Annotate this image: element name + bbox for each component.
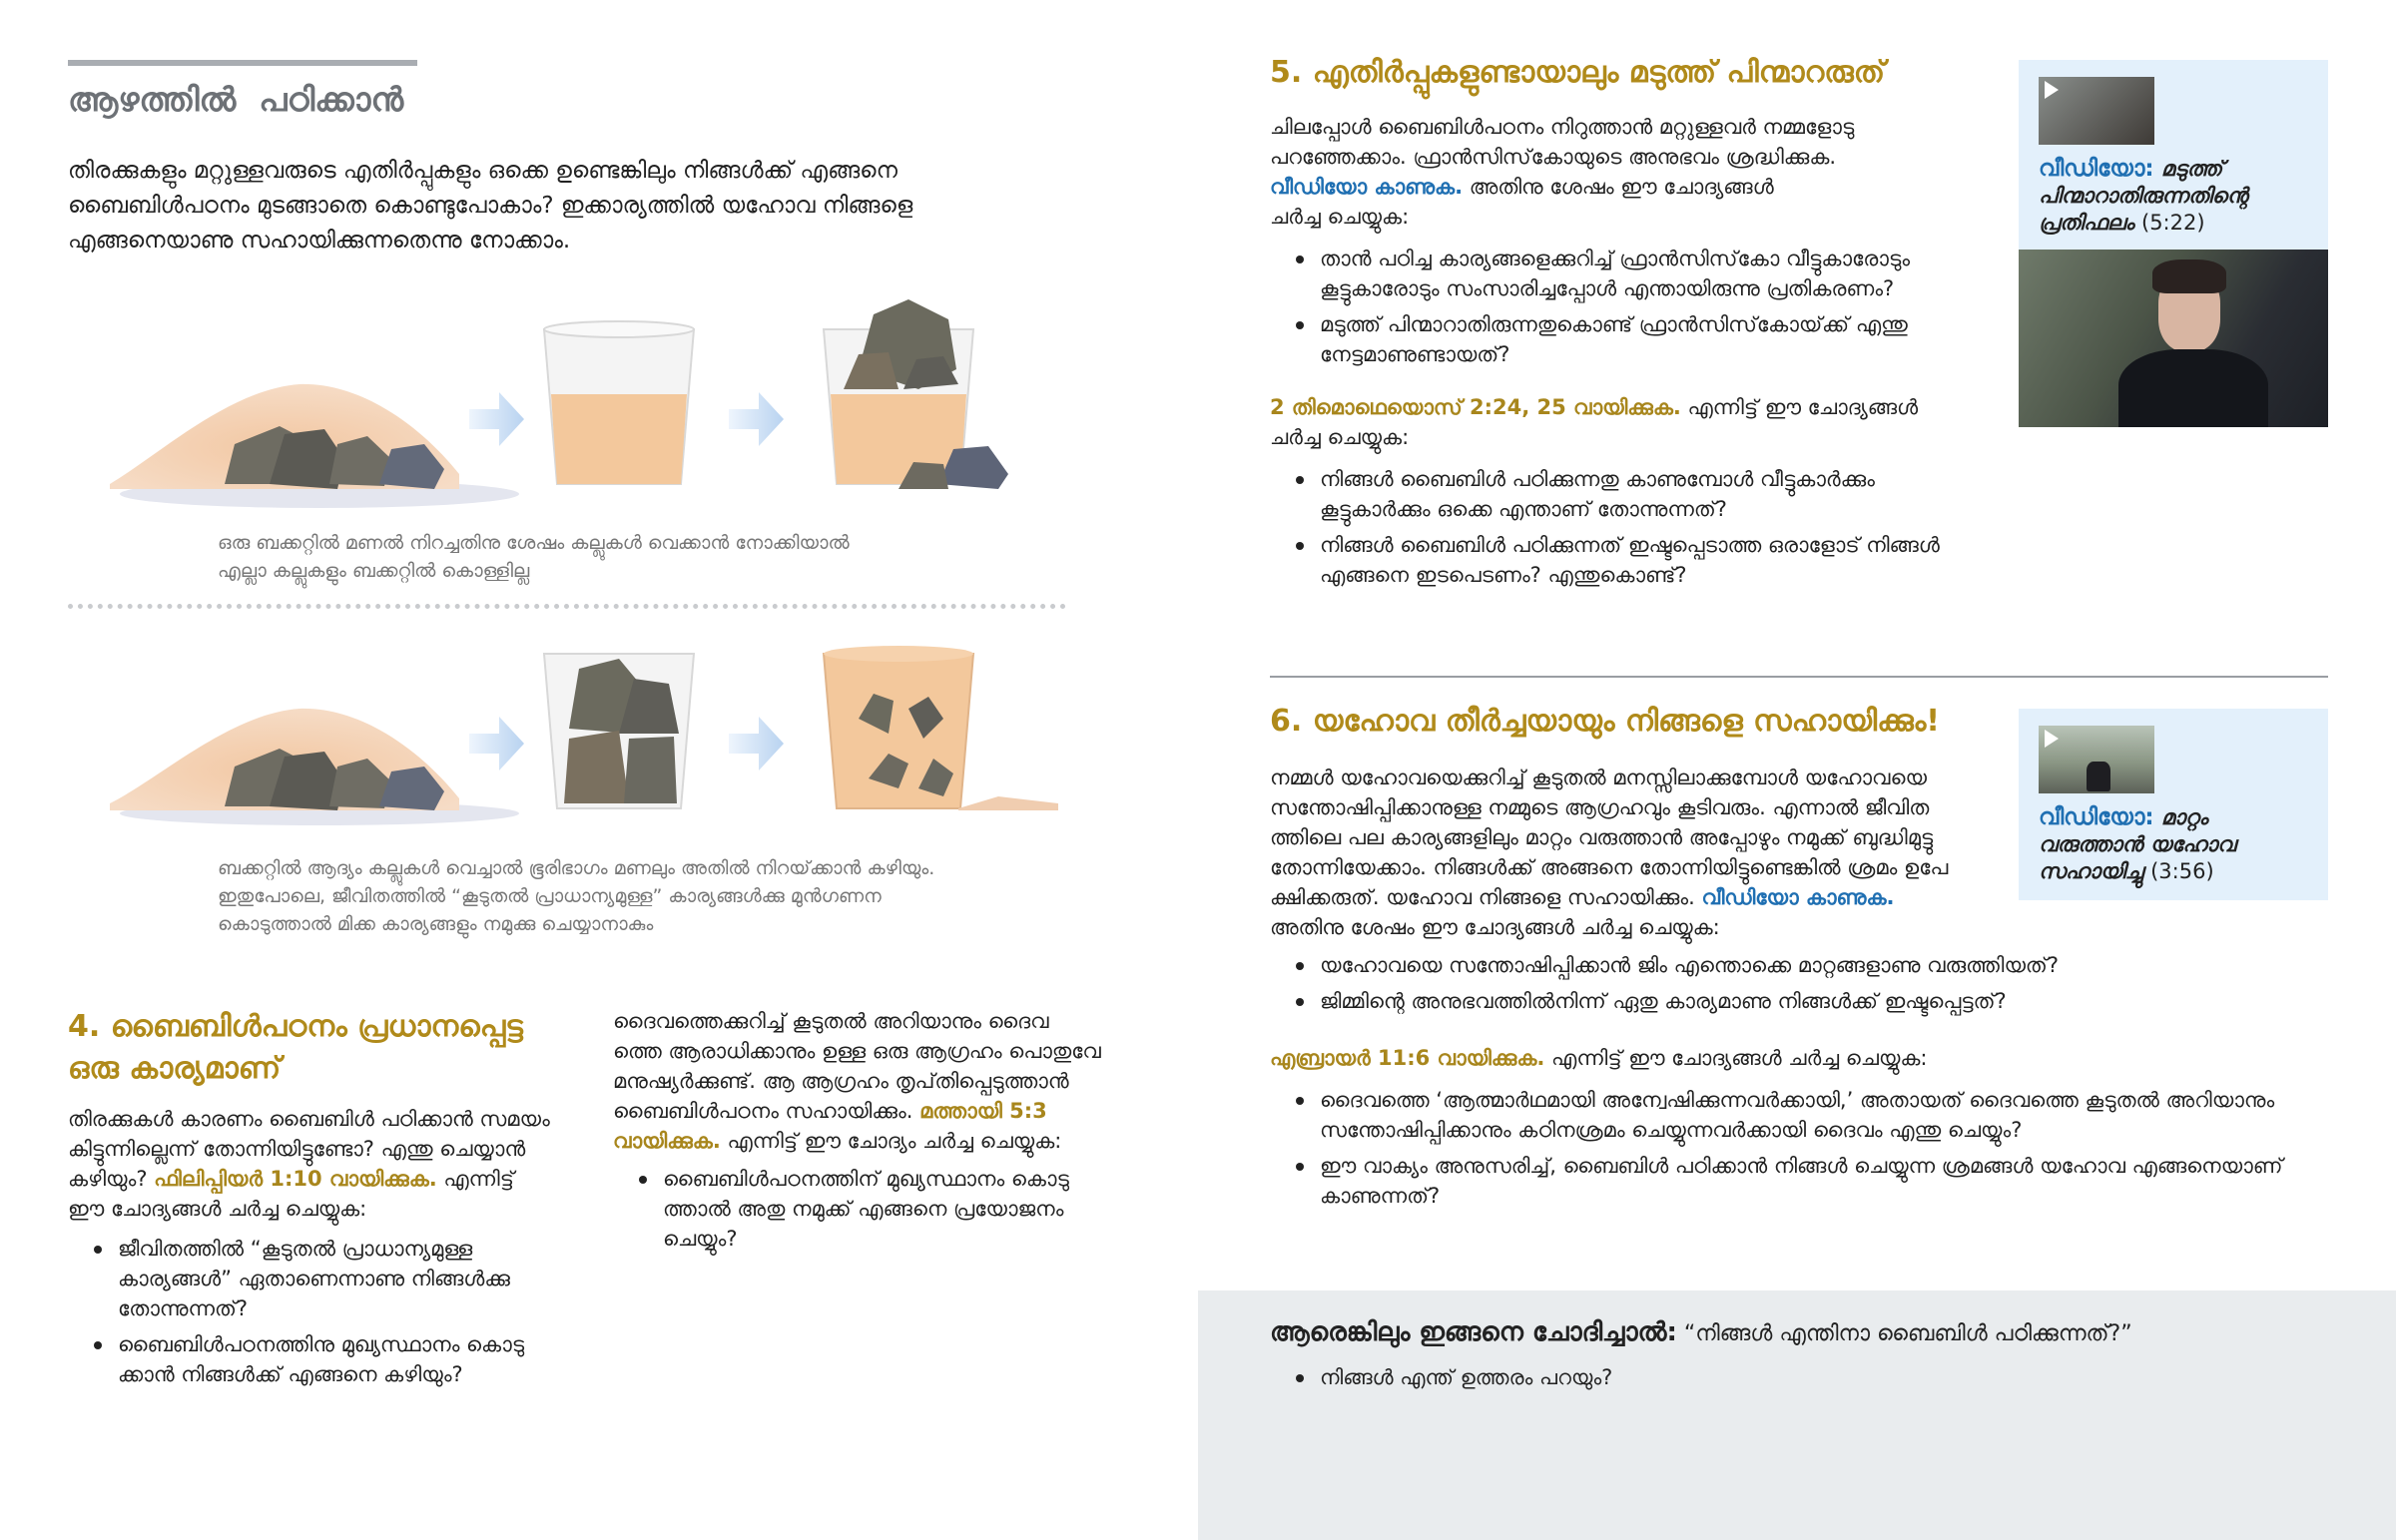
section4-questions-left — [68, 1234, 587, 1395]
section6-heading: 6. യഹോവ തീർച്ചയായും നിങ്ങളെ സഹായിക്കും! — [1270, 704, 1940, 739]
ask-box-question: “നിങ്ങൾ എന്തിനാ ബൈബിൾ പഠിക്കുന്നത്‌?” — [1676, 1321, 2132, 1346]
section5-video-link[interactable]: വീഡിയോ കാണുക. — [1270, 175, 1464, 199]
section5-heading: 5. എതിർപ്പുകളുണ്ടായാലും മടുത്ത് പിന്മാറരുത്‌ — [1270, 55, 1886, 90]
list-item: മടുത്ത് പിന്മാറാതിരുന്നതുകൊണ്ട് ഫ്രാൻസിസ്‌കോയ്‌ക്ക് എന്തു നേട്ടമാണുണ്ടായത്‌? — [1270, 309, 1989, 369]
arrow-shape-2 — [729, 717, 784, 770]
section5-video-box[interactable] — [2019, 60, 2328, 427]
matthew-ref-link-2[interactable]: വായിക്കുക. — [613, 1129, 721, 1153]
list-item: നിങ്ങൾ എന്ത്‌ ഉത്തരം പറയും? — [1270, 1362, 2348, 1392]
list-item: ദൈവത്തെ ‘ആത്മാർഥമായി അന്വേഷിക്കുന്നവർക്കായി,’ അതായത്‌ ദൈവത്തെ കൂടുതൽ അറിയാനും സന്തോഷിപ്പിക്കാനും കഠിനശ്രമം ചെയ്യുന്നവർക്കായി ദൈവം എന്തു ചെയ്യും? — [1270, 1085, 2348, 1145]
list-item: ഈ വാക്യം അനുസരിച്ച്, ബൈബിൾ പഠിക്കാൻ നിങ്ങൾ ചെയ്യുന്ന ശ്രമങ്ങൾ യഹോവ എങ്ങനെയാണ്‌ കാണുന്നത്‌? — [1270, 1151, 2348, 1211]
full-cup-shape — [824, 646, 1058, 810]
arrow-shape — [469, 392, 524, 446]
person-jacket-shape — [2118, 349, 2268, 427]
section5-paragraph1: ചിലപ്പോൾ ബൈബിൾപഠനം നിറുത്താൻ മറ്റുള്ളവർ നമ്മളോടു പറഞ്ഞേക്കാം. ഫ്രാൻസിസ്‌കോയുടെ അനുഭവം ശ്രദ്ധിക്കുക. വീഡിയോ കാണുക. അതിനു ശേഷം ഈ ചോദ്യങ്ങൾ ചർച്ച ചെയ്യുക: — [1270, 115, 1855, 229]
ask-box-text — [1270, 1315, 2348, 1351]
play-icon — [2045, 730, 2059, 748]
section6-questions-b — [1270, 1085, 2348, 1217]
intro-paragraph: തിരക്കുകളും മറ്റുള്ളവരുടെ എതിർപ്പുകളും ഒക്കെ ഉണ്ടെങ്കിലും നിങ്ങൾക്ക് എങ്ങനെ ബൈബിൾപഠനം മുടങ്ങാതെ കൊണ്ടുപോകാം? ഇക്കാര്യത്തിൽ യഹോവ നിങ്ങളെ എങ്ങനെയാണു സഹായിക്കുന്നതെന്നു നോക്കാം. — [68, 158, 913, 254]
arrow-shape — [469, 717, 524, 770]
video-title: വീഡിയോ: മാറ്റം വരുത്താൻ യഹോവ സഹായിച്ചു (3:56) — [2039, 804, 2236, 883]
list-item: ബൈബിൾപഠനത്തിന്‌ മുഖ്യസ്ഥാനം കൊടു ത്താൽ അതു നമുക്ക് എങ്ങനെ പ്രയോജനം ചെയ്യും? — [613, 1164, 1132, 1254]
video-title: വീഡിയോ: മടുത്ത് പിന്മാറാതിരുന്നതിന്റെ പ്രതിഫലം (5:22) — [2039, 156, 2248, 235]
ask-box-heading: ആരെങ്കിലും ഇങ്ങനെ ചോദിച്ചാൽ: — [1270, 1317, 1677, 1347]
rocks-cup-shape — [544, 654, 694, 808]
list-item: യഹോവയെ സന്തോഷിപ്പിക്കാൻ ജിം എന്തൊക്കെ മാറ്റങ്ങളാണു വരുത്തിയത്‌? — [1270, 950, 2328, 980]
list-item: നിങ്ങൾ ബൈബിൾ പഠിക്കുന്നതു കാണുമ്പോൾ വീട്ടുകാർക്കും കൂട്ടുകാർക്കും ഒക്കെ എന്താണ്‌ തോന്നുന്നത്‌? — [1270, 464, 1989, 524]
matthew-ref-link[interactable]: മത്തായി 5:3 — [919, 1099, 1047, 1123]
list-item: ജീവിതത്തിൽ “കൂടുതൽ പ്രാധാന്യമുള്ള കാര്യങ്ങൾ” ഏതാണെന്നാണു നിങ്ങൾക്കു തോന്നുന്നത്‌? — [68, 1234, 587, 1323]
sand-cup-shape — [544, 321, 694, 484]
hebrews-ref-link[interactable]: എബ്രായർ 11:6 വായിക്കുക. — [1270, 1046, 1545, 1070]
video-thumbnail[interactable] — [2039, 77, 2154, 145]
person-hair-shape — [2152, 259, 2226, 293]
video-still-image — [2019, 250, 2328, 427]
intro-rule — [68, 60, 417, 66]
sand-cup-rocks-shape — [824, 299, 1008, 489]
section4-paragraph1: തിരക്കുകൾ കാരണം ബൈബിൾ പഠിക്കാൻ സമയം കിട്ടുന്നില്ലെന്ന് തോന്നിയിട്ടുണ്ടോ? എന്തു ചെയ്യാൻ കഴിയും? ഫിലിപ്പിയർ 1:10 വായിക്കുക. എന്നിട്ട് ഈ ചോദ്യങ്ങൾ ചർച്ച ചെയ്യുക: — [68, 1107, 550, 1221]
section6-video-box[interactable] — [2019, 709, 2328, 900]
illustration-top — [100, 284, 1078, 514]
ask-box-list — [1270, 1362, 2348, 1398]
section4-heading: 4. ബൈബിൾപഠനം പ്രധാനപ്പെട്ട ഒരു കാര്യമാണ്‌ — [68, 1009, 523, 1086]
section5-questions-a — [1270, 244, 1989, 375]
list-item: താൻ പഠിച്ച കാര്യങ്ങളെക്കുറിച്ച് ഫ്രാൻസിസ്‌കോ വീട്ടുകാരോടും കൂട്ടുകാരോടും സംസാരിച്ചപ്പോൾ എന്തായിരുന്നു പ്രതികരണം? — [1270, 244, 1989, 303]
section-divider — [1270, 676, 2328, 678]
section4-paragraph2: ദൈവത്തെക്കുറിച്ച് കൂടുതൽ അറിയാനും ദൈവ ത്തെ ആരാധിക്കാനും ഉള്ള ഒരു ആഗ്രഹം പൊതുവേ മനുഷ്യർക്കുണ്ട്. ആ ആഗ്രഹം തൃപ്‌തിപ്പെടുത്താൻ ബൈബിൾപഠനം സഹായിക്കും. മത്തായി 5:3 വായിക്കുക. എന്നിട്ട് ഈ ചോദ്യം ചർച്ച ചെയ്യുക: — [613, 1009, 1101, 1153]
motorcycle-shape — [2087, 762, 2110, 791]
ask-box — [1198, 1290, 2396, 1540]
timothy-ref-link[interactable]: 2 തിമൊഥെയൊസ്‌ 2:24, 25 വായിക്കുക. — [1270, 395, 1681, 419]
philippians-ref-link[interactable]: ഫിലിപ്പിയർ 1:10 വായിക്കുക. — [154, 1167, 437, 1191]
caption-top: ഒരു ബക്കറ്റിൽ മണൽ നിറച്ചതിനു ശേഷം കല്ലുകൾ വെക്കാൻ നോക്കിയാൽ എല്ലാ കല്ലുകളും ബക്കറ്റിൽ കൊള്ളില്ല — [218, 532, 850, 582]
section6-video-link[interactable]: വീഡിയോ കാണുക. — [1701, 885, 1895, 909]
list-item: നിങ്ങൾ ബൈബിൾ പഠിക്കുന്നത്‌ ഇഷ്ടപ്പെടാത്ത ഒരാളോട്‌ നിങ്ങൾ എങ്ങനെ ഇടപെടണം? എന്തുകൊണ്ട്? — [1270, 530, 1989, 590]
video-thumbnail[interactable] — [2039, 726, 2154, 793]
list-item: ജിമ്മിന്റെ അനുഭവത്തിൽനിന്ന് ഏതു കാര്യമാണു നിങ്ങൾക്ക് ഇഷ്ടപ്പെട്ടത്‌? — [1270, 986, 2328, 1016]
arrow-shape-2 — [729, 392, 784, 446]
play-icon — [2045, 81, 2059, 99]
section6-questions-a — [1270, 950, 2328, 1022]
section6-ref-paragraph: എബ്രായർ 11:6 വായിക്കുക. എന്നിട്ട് ഈ ചോദ്യങ്ങൾ ചർച്ച ചെയ്യുക: — [1270, 1046, 1928, 1070]
caption-bottom: ബക്കറ്റിൽ ആദ്യം കല്ലുകൾ വെച്ചാൽ ഭൂരിഭാഗം മണലും അതിൽ നിറയ്‌ക്കാൻ കഴിയും. ഇതുപോലെ, ജീവിതത്തിൽ “കൂടുതൽ പ്രാധാന്യമുള്ള” കാര്യങ്ങൾക്കു മുൻഗണന കൊടുത്താൽ മിക്ക കാര്യങ്ങളും നമുക്കു ചെയ്യാനാകും — [218, 857, 935, 935]
section4-questions-right — [613, 1164, 1132, 1260]
section5-questions-b — [1270, 464, 1989, 596]
illustration-bottom — [100, 639, 1078, 828]
intro-heading: ആഴത്തിൽ പഠിക്കാൻ — [68, 80, 404, 119]
section6-paragraph1: നമ്മൾ യഹോവയെക്കുറിച്ച് കൂടുതൽ മനസ്സിലാക്കുമ്പോൾ യഹോവയെ സന്തോഷിപ്പിക്കാനുള്ള നമ്മുടെ ആഗ്രഹവും കൂടിവരും. എന്നാൽ ജീവിത ത്തിലെ പല കാര്യങ്ങളിലും മാറ്റം വരുത്താൻ അപ്പോഴും നമുക്ക് ബുദ്ധിമുട്ടു തോന്നിയേക്കാം. നിങ്ങൾക്ക് അങ്ങനെ തോന്നിയിട്ടുണ്ടെങ്കിൽ ശ്രമം ഉപേ ക്ഷിക്കരുത്‌. യഹോവ നിങ്ങളെ സഹായിക്കും. വീഡിയോ കാണുക. അതിനു ശേഷം ഈ ചോദ്യങ്ങൾ ചർച്ച ചെയ്യുക: — [1270, 766, 1949, 939]
section5-ref-paragraph: 2 തിമൊഥെയൊസ്‌ 2:24, 25 വായിക്കുക. എന്നിട്ട് ഈ ചോദ്യങ്ങൾ ചർച്ച ചെയ്യുക: — [1270, 395, 1919, 449]
dotted-divider — [68, 604, 1066, 609]
list-item: ബൈബിൾപഠനത്തിനു മുഖ്യസ്ഥാനം കൊടു ക്കാൻ നിങ്ങൾക്ക് എങ്ങനെ കഴിയും? — [68, 1329, 587, 1389]
